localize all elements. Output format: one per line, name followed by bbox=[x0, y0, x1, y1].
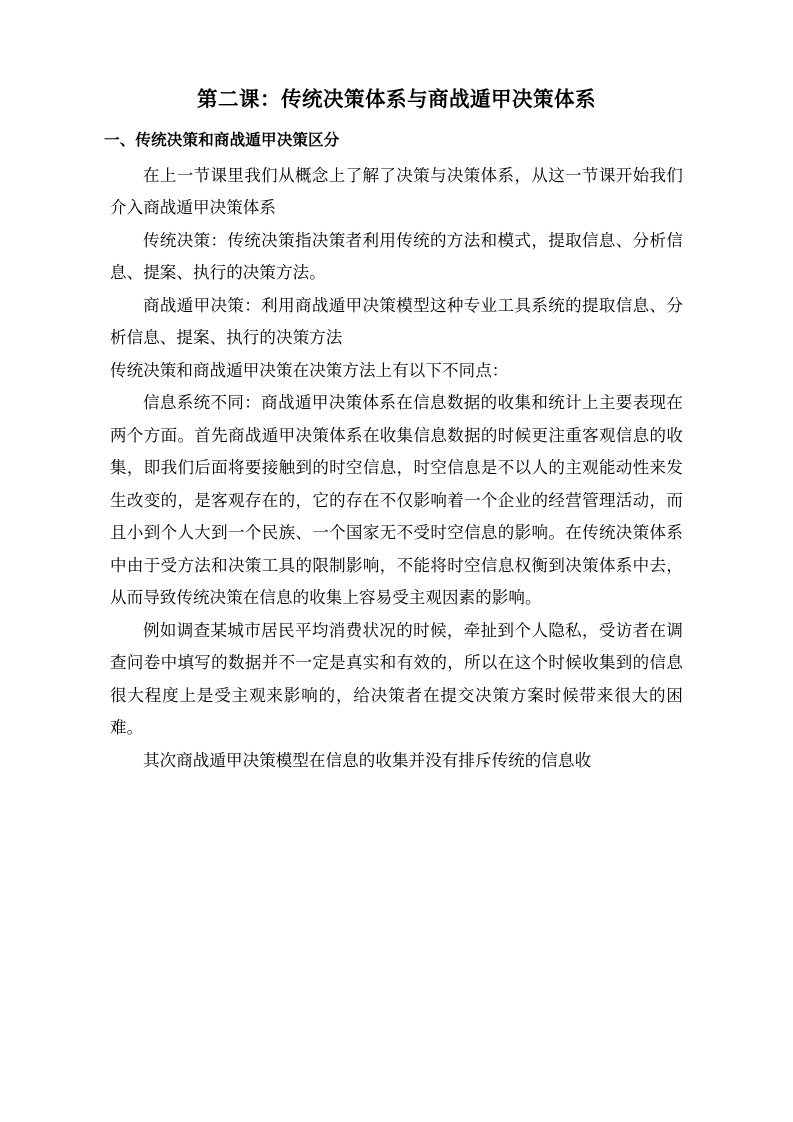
paragraph-3: 商战遁甲决策：利用商战遁甲决策模型这种专业工具系统的提取信息、分析信息、提案、执行的决策方法 bbox=[110, 296, 683, 348]
paragraph-7: 其次商战遁甲决策模型在信息的收集并没有排斥传统的信息收 bbox=[143, 751, 592, 770]
section-heading: 一、传统决策和商战遁甲决策区分 bbox=[104, 131, 340, 149]
paragraph-1: 在上一节课里我们从概念上了解了决策与决策体系，从这一节课开始我们介入商战遁甲决策体系 bbox=[110, 166, 683, 218]
paragraph-4: 传统决策和商战遁甲决策在决策方法上有以下不同点： bbox=[110, 361, 509, 380]
paragraph-6: 例如调查某城市居民平均消费状况的时候，牵扯到个人隐私，受访者在调查问卷中填写的数据并不一定是真实和有效的，所以在这个时候收集到的信息很大程度上是受主观来影响的，给决策者在提交决策方案时候带来很大的困难。 bbox=[110, 621, 683, 738]
page-title: 第二课：传统决策体系与商战遁甲决策体系 bbox=[197, 88, 596, 111]
paragraph-2: 传统决策：传统决策指决策者利用传统的方法和模式，提取信息、分析信息、提案、执行的决策方法。 bbox=[110, 231, 683, 283]
paragraph-5: 信息系统不同：商战遁甲决策体系在信息数据的收集和统计上主要表现在两个方面。首先商战遁甲决策体系在收集信息数据的时候更注重客观信息的收集，即我们后面将要接触到的时空信息，时空信息是不以人的主观能动性来发生改变的，是客观存在的，它的存在不仅影响着一个企业的经营管理活动，而且小到个人大到一个民族、一个国家无不受时空信息的影响。在传统决策体系中由于受方法和决策工具的限制影响，不能将时空信息权衡到决策体系中去，从而导致传统决策在信息的收集上容易受主观因素的影响。 bbox=[110, 394, 683, 608]
